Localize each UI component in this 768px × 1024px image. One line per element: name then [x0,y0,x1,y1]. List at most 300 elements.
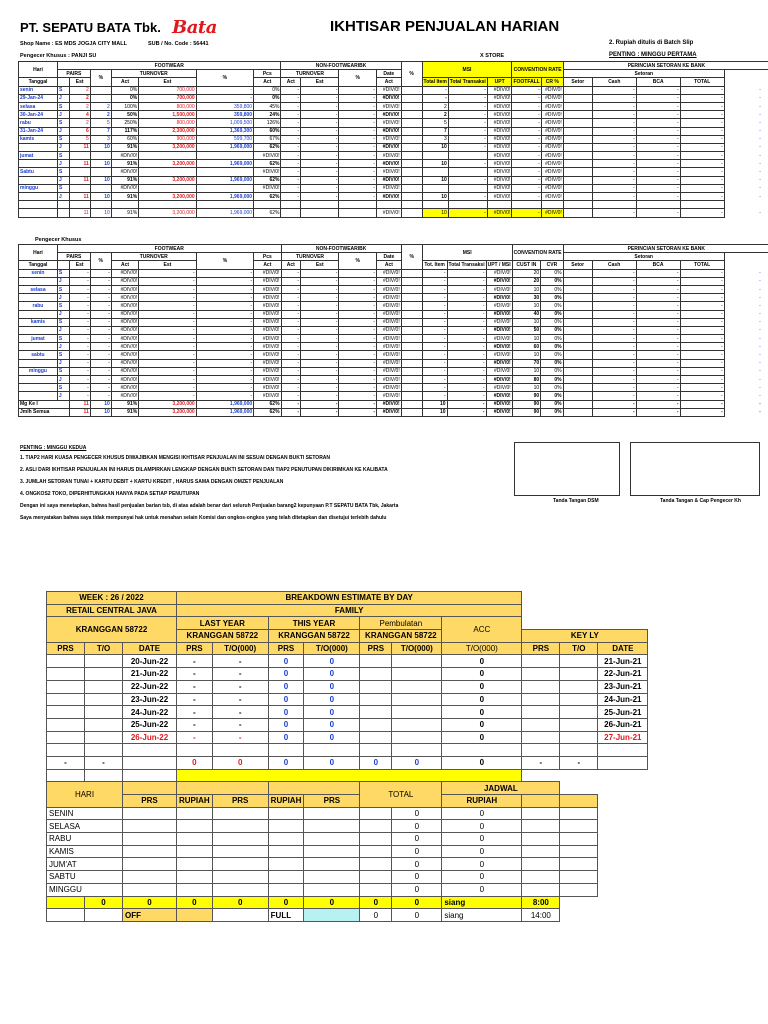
act-header: Act [254,261,281,269]
cash-cell: - [592,294,636,302]
acc-cell: 0 [442,680,522,693]
ly-to-cell: - [212,668,268,681]
key-ly-prs-cell [522,706,560,719]
upt-cell: #DIV/0! [486,269,512,277]
empty-cell [177,807,213,820]
pairs-act-cell [90,201,111,209]
pairs-act-cell: - [90,294,111,302]
total-transaksi-cell [448,168,487,176]
key-ly-to-cell [560,655,598,668]
setor-cell [563,367,592,375]
days-column-header: PRS [212,795,268,808]
nf-act-cell: - [339,176,377,184]
ty-to-cell: 0 [304,680,360,693]
date-ly-cell: 26-Jun-21 [598,718,648,731]
bca-cell: - [636,310,680,318]
turnover-act-cell: 1,369,300 [196,127,253,135]
signature-label-pengecer: Tanda Tangan & Cap Pengecer Kh [660,498,741,504]
turnover-pct-cell: #DIV/0! [254,269,281,277]
day-total-rupiah: 0 [442,883,522,896]
cr-cell: #DIV/0! [541,143,563,151]
day-cell [19,201,58,209]
pairs-header: PAIRS [57,70,90,78]
full-label: FULL [268,909,304,922]
tot-item-cell: - [422,318,447,326]
day-name: MINGGU [47,883,123,896]
upt-cell: #DIV/0! [486,335,512,343]
sj-cell: J [57,392,69,400]
pairs-pct-cell: 50% [111,111,138,119]
key-ly-to-cell [560,706,598,719]
pairs-pct-cell: #DIV/0! [111,184,138,192]
pairs-pct-cell: #DIV/0! [111,351,138,359]
cash-cell: - [592,168,636,176]
time-label-2: 14:00 [522,909,560,922]
overflow-cell: - [759,294,761,301]
empty-cell [560,871,598,884]
pairs-pct-cell: 91% [111,176,138,184]
cvr-cell: 0% [541,269,563,277]
table-row [19,176,768,184]
total-cell: - [680,269,724,277]
empty-cell [47,744,85,757]
pairs-act-cell: 10 [90,408,111,416]
cash-cell: - [592,184,636,192]
nf-pct-cell: #DIV/0! [376,209,401,217]
day-name: RABU [47,833,123,846]
acc-header: ACC [442,617,522,642]
day-cell [19,176,58,184]
nf-act-cell: - [339,302,377,310]
empty-cell [212,845,268,858]
setor-cell [563,160,592,168]
pct-header: % [90,70,111,86]
turnover-act-cell: - [196,367,253,375]
day-cell: senin [19,269,58,277]
footwear-header: FOOTWEAR [57,62,281,70]
date-cell: 25-Jun-22 [123,718,177,731]
cust-in-cell: 40 [512,310,541,318]
sum-cell: 0 [123,896,177,909]
nf-est-cell: - [301,302,339,310]
empty-cell [177,858,213,871]
setor-cell [563,102,592,110]
non-footwear-header: NON-FOOTWEARIBK [281,245,401,253]
pct-header: % [401,245,422,270]
cust-in-cell: 10 [512,302,541,310]
pb-prs-cell [360,693,392,706]
turnover-act-cell: 359,800 [196,102,253,110]
empty-cell [304,845,360,858]
pct-cell [401,294,422,302]
total-item-cell [422,168,448,176]
nf-act-cell: - [339,343,377,351]
pairs-act-cell: - [90,277,111,285]
pairs-pct-cell: #DIV/0! [111,294,138,302]
nf-pct-cell: #DIV/0! [377,285,402,293]
empty-cell [522,744,560,757]
cust-in-cell: 90 [512,400,541,408]
nf-pct-cell: #DIV/0! [376,143,401,151]
acc-cell: 0 [442,718,522,731]
pct-cell [401,408,422,416]
setor-cell [563,335,592,343]
column-header: T/O(000) [442,642,522,655]
cvr-cell: 0% [541,392,563,400]
footfall-cell: - [512,143,541,151]
day-total-rupiah: 0 [442,858,522,871]
pairs-pct-cell: 91% [111,209,138,217]
total-transaksi-cell: - [448,119,487,127]
total-prs: - [47,756,85,769]
column-header: DATE [598,642,648,655]
key-ty-prs-cell [47,668,85,681]
empty-cell [123,833,177,846]
setor-cell [563,294,592,302]
table-row [47,693,648,706]
cvr-cell: 0% [541,318,563,326]
day-cell: rabu [19,302,58,310]
pcs-cell: - [281,160,301,168]
empty-cell [123,871,177,884]
overflow-cell: - [759,152,761,159]
bca-cell: - [636,135,680,143]
table-row [47,744,648,757]
pairs-pct-cell: 91% [111,193,138,201]
pct-cell [401,201,422,209]
pct-cell [401,86,422,94]
hari-header: Hari [19,62,58,78]
day-name: KAMIS [47,845,123,858]
total-header: TOTAL [680,261,724,269]
empty-cell [212,820,268,833]
pct-header: % [339,70,377,86]
turnover-est-cell [139,201,196,209]
day-cell: selasa [19,102,58,110]
pct-cell [401,277,422,285]
est-header: Est [139,261,196,269]
total-cell: - [680,160,724,168]
overflow-cell: - [759,177,761,184]
table-row [19,392,768,400]
total-transaksi-cell [448,152,487,160]
day-cell [19,160,58,168]
day-total-rupiah: 0 [442,820,522,833]
table-row [19,277,768,285]
setor-cell [563,310,592,318]
bca-cell: - [636,367,680,375]
date-header: Date [377,253,402,261]
total-item-cell: 7 [422,127,448,135]
key-ty-to-cell [85,718,123,731]
setor-header: Setor [563,78,592,86]
setor-cell [563,269,592,277]
pairs-pct-cell: #DIV/0! [111,359,138,367]
turnover-pct-cell: 62% [254,176,281,184]
turnover-pct-cell: #DIV/0! [254,277,281,285]
date-cell: 21-Jun-22 [123,668,177,681]
setor-cell [563,168,592,176]
pairs-act-cell: - [90,326,111,334]
sj-cell: J [57,176,69,184]
nf-pct-cell: #DIV/0! [377,343,402,351]
day-total-rupiah: 0 [442,871,522,884]
nf-pct-cell: #DIV/0! [377,269,402,277]
empty-cell [268,782,360,795]
column-header: DATE [123,642,177,655]
pct-cell [401,269,422,277]
key-ty-prs-cell [47,718,85,731]
total-header: TOTAL [680,78,724,86]
pcs-cell [281,201,301,209]
pairs-pct-cell: #DIV/0! [111,376,138,384]
column-header: PRS [47,642,85,655]
pcs-cell: - [281,326,301,334]
bca-cell: - [636,127,680,135]
total-transaksi-cell: - [448,135,487,143]
tot-item-cell: - [422,351,447,359]
turnover-pct-cell: 62% [254,408,281,416]
total-header: TOTAL [360,782,442,807]
summary-label: Jmlh Semua [19,408,70,416]
pairs-est-cell [69,201,90,209]
total-cell: - [680,152,724,160]
setor-cell [563,302,592,310]
table-row [19,94,768,102]
turnover-header: TURNOVER [281,70,339,78]
column-header: T/O(000) [392,642,442,655]
empty-cell [522,820,560,833]
sj-cell: S [57,367,69,375]
store-label: KRANGGAN 58722 [47,617,177,642]
nf-est-cell: - [301,408,339,416]
empty-cell [560,795,598,808]
cust-in-cell: 80 [512,376,541,384]
nf-est-cell: - [300,168,338,176]
table-row [19,193,768,201]
turnover-est-cell: - [139,392,196,400]
turnover-act-cell: 1,969,000 [196,143,253,151]
total-item-cell: 5 [422,119,448,127]
day-cell: kamis [19,318,58,326]
nf-pct-cell: #DIV/0! [377,392,402,400]
upt-cell: #DIV/0! [487,176,512,184]
pcs-header: Pcs [254,70,281,78]
pcs-cell: - [281,335,301,343]
key-ty-prs-cell [47,680,85,693]
note-4: 4. ONGKOS2 TOKO, DIPERHITUNGKAN HANYA PADA SETIAP PENUTUPAN [20,491,200,497]
turnover-est-cell: - [139,302,196,310]
note-5: Dengan ini saya menetapkan, bahwa hasil penjualan barian tsb, di atas adalah benar dari seluruh Penjualan barang2 kepunyaan P.T SEPATU BATA Tbk, Jakarta [20,503,399,509]
total-item-cell: 2 [422,102,448,110]
column-header: PRS [360,642,392,655]
table-row [47,718,648,731]
pcs-cell: - [281,184,301,192]
date-ly-cell: 22-Jun-21 [598,668,648,681]
pcs-header: Pcs [254,253,281,261]
cr-cell: #DIV/0! [541,152,563,160]
cash-cell: - [592,335,636,343]
table-row [47,680,648,693]
footfall-cell: - [512,111,541,119]
nf-est-cell: - [300,94,338,102]
key-ly-to-cell [560,718,598,731]
tanggal-header: Tanggal [19,78,58,86]
tot-item-cell: - [422,294,447,302]
note-2: 2. ASLI DARI IKHTISAR PENJUALAN INI HARUS DILAMPIRKAN LENGKAP DENGAN BUKTI SETORAN DAN TIAP2 PENUTUPAN DIKIRIMKAN KE KALIBATA [20,467,388,473]
upt-cell: #DIV/0! [486,310,512,318]
nf-est-cell: - [300,143,338,151]
nf-act-cell: - [339,86,377,94]
turnover-act-cell [196,201,253,209]
key-ty-to-cell [85,706,123,719]
total-transaksi-cell: - [448,176,487,184]
turnover-header: TURNOVER [111,253,196,261]
ty-prs-cell: 0 [268,680,304,693]
shift-row [47,909,648,922]
pairs-pct-cell: #DIV/0! [111,285,138,293]
total-cell: - [680,193,724,201]
date-cell: 23-Jun-22 [123,693,177,706]
total-cell: - [680,310,724,318]
tot-item-cell: - [422,326,447,334]
ly-to-cell: - [212,680,268,693]
table-row [19,143,768,151]
footfall-cell: - [512,184,541,192]
last-total-prs: 0 [360,909,392,922]
pcs-cell: - [281,94,301,102]
cash-cell: - [592,310,636,318]
total-transaksi-cell: - [448,94,487,102]
turnover-act-cell: - [196,384,253,392]
off-label: OFF [123,909,177,922]
footfall-cell: - [512,193,541,201]
cash-cell: - [592,376,636,384]
turnover-pct-cell: #DIV/0! [254,318,281,326]
empty-cell [85,909,123,922]
day-row [47,833,648,846]
turnover-est-cell: - [139,318,196,326]
est-header: Est [300,78,338,86]
turnover-pct-cell: 0% [254,94,281,102]
cr-header: CR % [541,78,563,86]
turnover-act-cell: - [196,94,253,102]
pct-cell [401,376,422,384]
overflow-cell: - [759,384,761,391]
empty-cell [57,78,69,86]
empty-cell [598,756,648,769]
empty-cell [522,807,560,820]
total-cell: - [680,94,724,102]
day-total-prs: 0 [392,871,442,884]
cash-cell: - [592,102,636,110]
empty-cell [177,871,213,884]
cr-cell: #DIV/0! [541,193,563,201]
ty-prs-cell: 0 [268,668,304,681]
total-cell: - [680,335,724,343]
bca-cell: - [636,119,680,127]
nf-pct-cell: #DIV/0! [377,351,402,359]
day-cell [19,359,58,367]
turnover-est-cell: - [139,294,196,302]
cust-in-header: CUST IN [512,261,541,269]
turnover-est-cell: 2,300,000 [139,127,196,135]
turnover-est-cell: - [139,351,196,359]
nf-est-cell: - [301,351,339,359]
pairs-act-cell: 2 [90,102,111,110]
nf-act-cell: - [339,168,377,176]
ly-prs-cell: - [177,668,213,681]
pcs-cell: - [281,277,301,285]
week-label: WEEK : 26 / 2022 [47,592,177,605]
turnover-act-cell: 1,969,000 [196,176,253,184]
pb-prs-cell [360,718,392,731]
nf-pct-cell: #DIV/0! [376,135,401,143]
pcs-cell: - [281,367,301,375]
setor-cell [563,384,592,392]
sj-cell: J [57,94,69,102]
overflow-cell: - [759,136,761,143]
turnover-pct-cell: 62% [254,400,281,408]
nf-pct-cell: #DIV/0! [376,127,401,135]
nf-est-cell: - [300,193,338,201]
table-row [47,731,648,744]
empty-cell [522,858,560,871]
nf-pct-cell: #DIV/0! [377,335,402,343]
pairs-est-cell [69,168,90,176]
cvr-cell: 0% [541,343,563,351]
upt-cell: #DIV/0! [486,359,512,367]
nf-est-cell: - [301,367,339,375]
sales-table-week2 [18,244,768,417]
table-row [19,86,768,94]
turnover-est-cell: 3,200,000 [139,209,196,217]
bca-cell: - [636,326,680,334]
turnover-act-cell: 1,009,500 [196,119,253,127]
nf-pct-cell [376,201,401,209]
table-row [47,655,648,668]
pcs-cell: - [281,127,301,135]
pairs-pct-cell: #DIV/0! [111,168,138,176]
acc-cell: 0 [442,655,522,668]
sj-cell: J [57,143,69,151]
cash-cell: - [592,86,636,94]
bca-cell: - [636,184,680,192]
empty-cell [360,845,392,858]
acc-cell: 0 [442,693,522,706]
upt-cell: #DIV/0! [486,343,512,351]
total-transaksi-cell: - [447,285,486,293]
cust-in-cell: 90 [512,392,541,400]
day-cell: 31-Jan-24 [19,127,58,135]
nf-est-cell: - [301,335,339,343]
nf-pct-cell: #DIV/0! [376,168,401,176]
tanggal-header: Tanggal [19,261,58,269]
empty-cell [212,871,268,884]
nf-est-cell: - [301,359,339,367]
key-ly-to-cell [560,668,598,681]
bca-cell: - [636,193,680,201]
total-to: - [85,756,123,769]
pairs-pct-cell: #DIV/0! [111,277,138,285]
empty-cell [268,883,304,896]
tot-item-cell: - [422,335,447,343]
ly-to-cell: - [212,731,268,744]
act-header: Act [111,78,138,86]
overflow-cell: - [759,286,761,293]
nf-pct-cell: #DIV/0! [377,408,402,416]
day-cell: minggu [19,367,58,375]
